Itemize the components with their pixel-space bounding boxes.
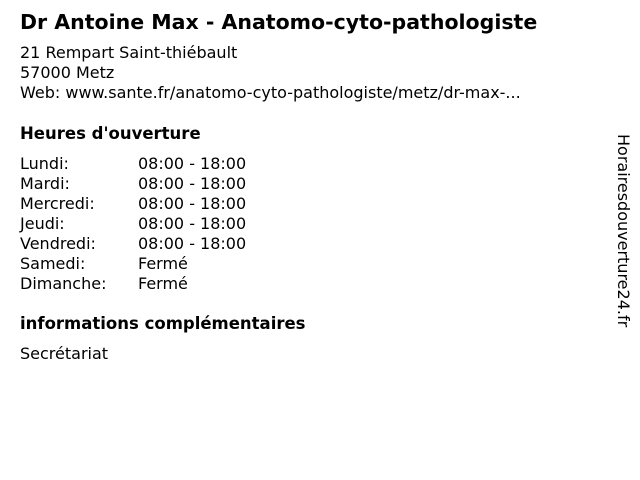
- opening-hours-heading: Heures d'ouverture: [20, 124, 201, 143]
- hours-row-thursday: [20, 214, 320, 234]
- time-value: 08:00 - 18:00: [138, 234, 247, 253]
- opening-hours-list: [20, 154, 320, 294]
- time-value: 08:00 - 18:00: [138, 154, 247, 173]
- hours-row-friday: [20, 234, 320, 254]
- day-label: Dimanche:: [20, 274, 107, 293]
- hours-row-saturday: [20, 254, 320, 274]
- site-brand-vertical: Horairesdouverture24.fr: [614, 134, 633, 328]
- additional-info-heading: informations complémentaires: [20, 314, 306, 333]
- day-label: Mardi:: [20, 174, 70, 193]
- hours-row-wednesday: [20, 194, 320, 214]
- day-label: Mercredi:: [20, 194, 95, 213]
- additional-info-text: Secrétariat: [20, 344, 109, 363]
- day-label: Lundi:: [20, 154, 69, 173]
- time-value: Fermé: [138, 254, 188, 273]
- time-value: 08:00 - 18:00: [138, 174, 247, 193]
- hours-row-tuesday: [20, 174, 320, 194]
- day-label: Jeudi:: [20, 214, 65, 233]
- website-line[interactable]: Web: www.sante.fr/anatomo-cyto-pathologiste/metz/dr-max-...: [20, 83, 521, 102]
- time-value: Fermé: [138, 274, 188, 293]
- hours-row-sunday: [20, 274, 320, 294]
- page-title: Dr Antoine Max - Anatomo-cyto-pathologiste: [20, 10, 538, 34]
- city-postal: 57000 Metz: [20, 63, 115, 82]
- time-value: 08:00 - 18:00: [138, 214, 247, 233]
- address-block: [20, 43, 521, 103]
- day-label: Vendredi:: [20, 234, 96, 253]
- time-value: 08:00 - 18:00: [138, 194, 247, 213]
- street-address: 21 Rempart Saint-thiébault: [20, 43, 238, 62]
- day-label: Samedi:: [20, 254, 86, 273]
- hours-row-monday: [20, 154, 320, 174]
